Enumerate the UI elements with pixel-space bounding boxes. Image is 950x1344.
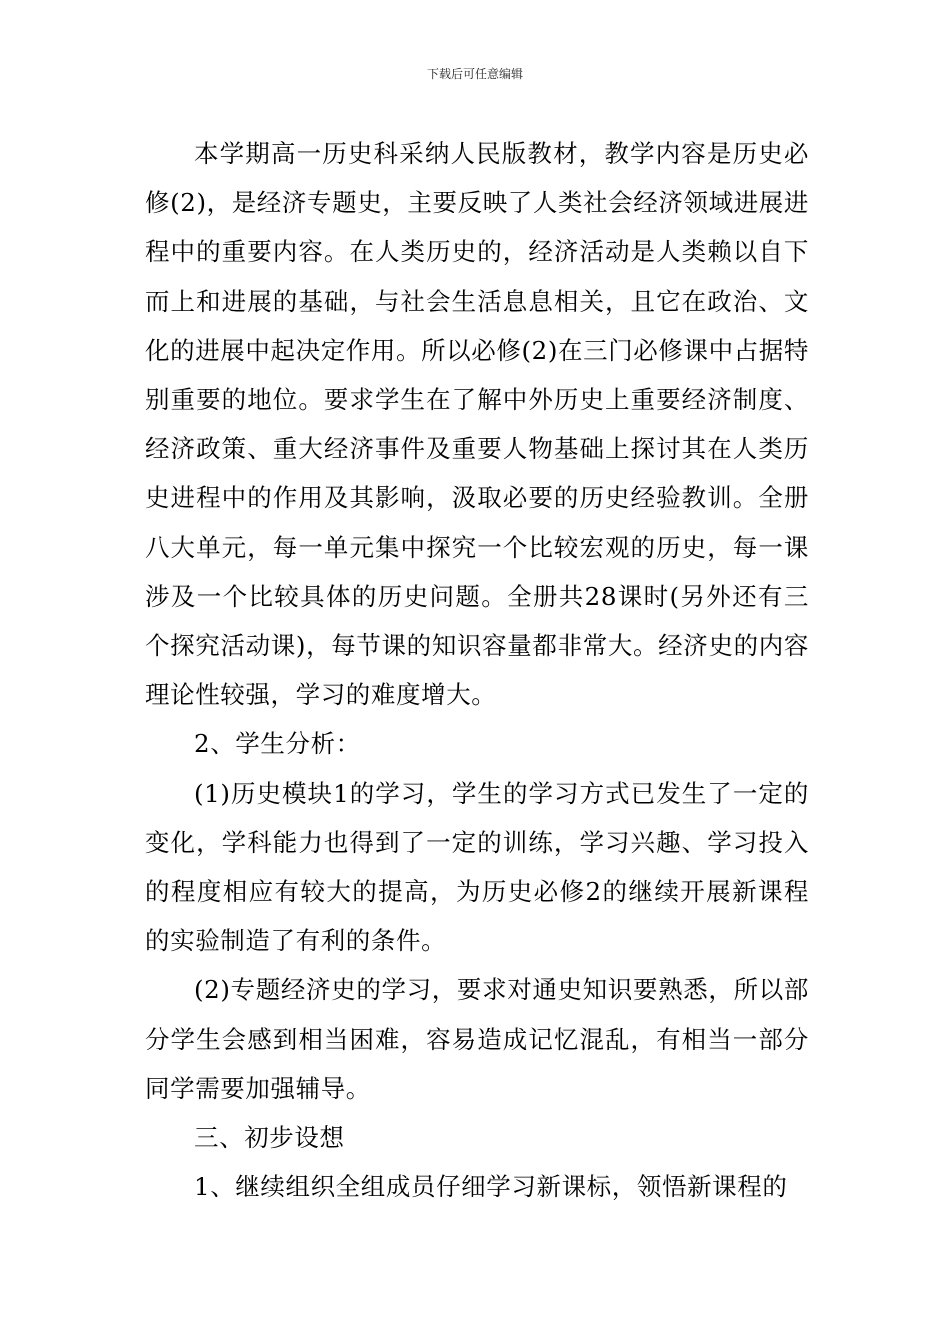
document-body <box>145 129 809 1211</box>
paragraph-student-analysis-2: (2)专题经济史的学习，要求对通史知识要熟悉，所以部分学生会感到相当困难，容易造成记忆混乱，有相当一部分同学需要加强辅导。 <box>145 975 809 1103</box>
section-heading-student-analysis: 2、学生分析： <box>194 729 361 759</box>
paragraph-textbook-analysis: 本学期高一历史科采纳人民版教材，教学内容是历史必修(2)，是经济专题史，主要反映了人类社会经济领域进展进程中的重要内容。在人类历史的，经济活动是人类赖以自下而上和进展的基础，与社会生活息息相关，且它在政治、文化的进展中起决定作用。所以必修(2)在三门必修课中占据特别重要的地位。要求学生在了解中外历史上重要经济制度、经济政策、重大经济事件及重要人物基础上探讨其在人类历史进程中的作用及其影响，汲取必要的历史经验教训。全册八大单元，每一单元集中探究一个比较宏观的历史，每一课涉及一个比较具体的历史问题。全册共28课时(另外还有三个探究活动课)，每节课的知识容量都非常大。经济史的内容理论性较强，学习的难度增大。 <box>145 139 810 710</box>
paragraph-student-analysis-1: (1)历史模块1的学习，学生的学习方式已发生了一定的变化，学科能力也得到了一定的训练，学习兴趣、学习投入的程度相应有较大的提高，为历史必修2的继续开展新课程的实验制造了有利的条件。 <box>145 778 809 956</box>
paragraph-plan-1: 1、继续组织全组成员仔细学习新课标，领悟新课程的 <box>194 1172 788 1202</box>
section-heading-preliminary-plan: 三、初步设想 <box>194 1123 345 1153</box>
page-header: 下载后可任意编辑 <box>426 67 523 81</box>
